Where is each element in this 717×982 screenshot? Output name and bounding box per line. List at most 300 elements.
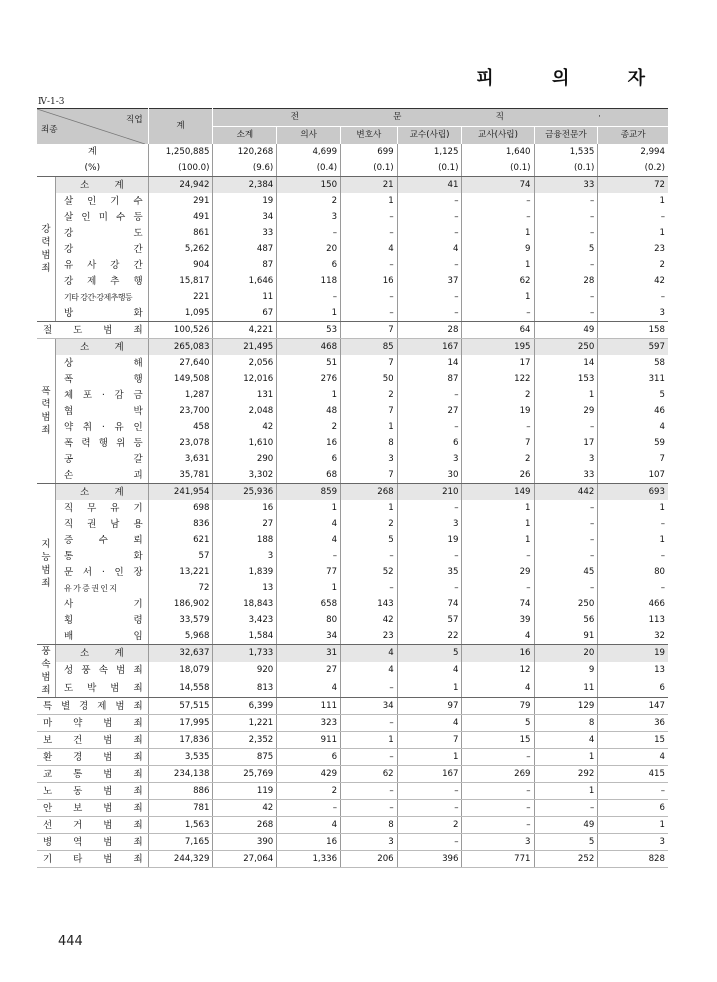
table-cell: 11: [534, 680, 598, 698]
table-header: [37, 109, 668, 145]
row-label: 횡 령: [56, 612, 149, 628]
table-row: [37, 516, 668, 532]
table-cell: (0.1): [341, 160, 398, 177]
table-cell: 50: [341, 371, 398, 387]
table-cell: 276: [277, 371, 341, 387]
table-cell: –: [534, 257, 598, 273]
table-cell: 861: [148, 225, 213, 241]
table-cell: –: [397, 548, 462, 564]
table-cell: –: [341, 715, 398, 732]
table-code: Ⅳ-1-3: [38, 97, 65, 107]
table-cell: 29: [534, 403, 598, 419]
table-cell: 51: [277, 355, 341, 371]
table-cell: 3: [534, 451, 598, 467]
row-label: 협 박: [56, 403, 149, 419]
table-cell: 8: [341, 435, 398, 451]
table-cell: –: [462, 580, 534, 596]
table-cell: 2: [462, 451, 534, 467]
table-cell: 466: [648, 598, 665, 609]
table-cell: –: [462, 209, 534, 225]
group-char: ·: [598, 112, 601, 122]
table-cell: 491: [148, 209, 213, 225]
table-cell: 4: [397, 715, 462, 732]
table-cell: 2,384: [213, 177, 277, 194]
table-cell: 442: [534, 484, 598, 501]
table-cell: 36: [598, 715, 668, 732]
table-cell: 12,016: [213, 371, 277, 387]
table-cell: 311: [648, 373, 665, 384]
table-cell: 7: [341, 403, 398, 419]
row-label: 소 계: [56, 339, 149, 356]
table-cell: 32: [598, 628, 668, 645]
table-cell: –: [397, 193, 462, 209]
table-cell: 597: [598, 339, 668, 356]
col-header: 금융전문가: [534, 127, 598, 145]
row-label: 배 임: [56, 628, 149, 645]
table-cell: 2: [341, 387, 398, 403]
table-cell: 18,843: [213, 596, 277, 612]
table-cell: (100.0): [148, 160, 213, 177]
table-cell: 16: [213, 500, 277, 516]
table-cell: –: [341, 209, 398, 225]
corner-crime-label: 죄종: [41, 125, 58, 135]
table-cell: 290: [213, 451, 277, 467]
table-cell: –: [660, 518, 665, 529]
table-cell: 33: [213, 225, 277, 241]
table-cell: 250: [534, 339, 598, 356]
table-cell: –: [660, 291, 665, 302]
table-cell: 35,781: [148, 467, 213, 484]
table-cell: 68: [277, 467, 341, 484]
row-label: 절 도 범 죄: [37, 322, 148, 339]
table-cell: (9.6): [213, 160, 277, 177]
table-cell: 52: [341, 564, 398, 580]
table-cell: 2: [462, 387, 534, 403]
table-cell: 23: [654, 243, 665, 254]
table-cell: 4: [598, 749, 668, 766]
row-label: 약 취 · 유 인: [56, 419, 149, 435]
table-cell: 1,250,885: [148, 144, 213, 160]
table-cell: 122: [462, 371, 534, 387]
table-cell: 167: [397, 339, 462, 356]
table-row: [37, 403, 668, 419]
table-cell: 268: [213, 817, 277, 834]
table-cell: 18,079: [148, 662, 213, 679]
table-cell: 1,221: [213, 715, 277, 732]
table-row: [37, 371, 668, 387]
table-cell: 4: [341, 662, 398, 679]
table-cell: 1: [341, 193, 398, 209]
table-cell: 4: [462, 680, 534, 698]
table-cell: 2: [341, 516, 398, 532]
row-label: 병 역 범 죄: [37, 834, 148, 851]
table-cell: 129: [534, 698, 598, 715]
table-cell: 4: [397, 662, 462, 679]
table-cell: –: [397, 783, 462, 800]
table-cell: 31: [277, 645, 341, 663]
table-cell: 80: [654, 566, 665, 577]
page-heading: 피 의 자: [476, 68, 671, 89]
table-cell: 25,936: [213, 484, 277, 501]
table-cell: 206: [341, 851, 398, 868]
table-cell: –: [534, 580, 598, 596]
table-cell: 8: [534, 715, 598, 732]
table-row: [37, 800, 668, 817]
table-cell: 32,637: [148, 645, 213, 663]
table-cell: 48: [277, 403, 341, 419]
table-cell: 859: [277, 484, 341, 501]
table-cell: 7: [341, 355, 398, 371]
table-cell: 16: [341, 273, 398, 289]
table-cell: 5: [659, 389, 665, 400]
row-label: 노 동 범 죄: [37, 783, 148, 800]
table-cell: 4: [277, 817, 341, 834]
table-cell: 91: [534, 628, 598, 645]
row-label: 성 풍 속 범 죄: [56, 662, 149, 679]
table-cell: 1: [659, 534, 665, 545]
row-label: 소 계: [56, 645, 149, 663]
table-cell: 74: [397, 596, 462, 612]
row-label: 소 계: [56, 177, 149, 194]
table-cell: 1: [277, 305, 341, 322]
table-cell: –: [397, 419, 462, 435]
table-row: [37, 548, 668, 564]
table-cell: 15: [462, 732, 534, 749]
header-total: 계: [148, 109, 213, 145]
table-cell: 5,262: [148, 241, 213, 257]
col-header: 종교가: [598, 127, 668, 145]
table-cell: 16: [277, 834, 341, 851]
row-label: 도 박 범 죄: [56, 680, 149, 698]
table-row: [37, 339, 668, 356]
table-cell: 836: [148, 516, 213, 532]
table-row: [37, 177, 668, 194]
table-cell: 7,165: [148, 834, 213, 851]
table-cell: 2,352: [213, 732, 277, 749]
row-label: 폭 행: [56, 371, 149, 387]
table-cell: 1,336: [277, 851, 341, 868]
table-cell: 468: [277, 339, 341, 356]
table-cell: 27: [213, 516, 277, 532]
table-cell: –: [341, 749, 398, 766]
group-label-morals: 풍속범죄: [37, 645, 56, 698]
table-cell: 4: [397, 241, 462, 257]
table-cell: 131: [213, 387, 277, 403]
table-cell: 17: [462, 355, 534, 371]
table-cell: 120,268: [213, 144, 277, 160]
row-label: 마 약 범 죄: [37, 715, 148, 732]
table-cell: 221: [148, 289, 213, 305]
table-cell: 3: [397, 516, 462, 532]
row-label: 폭 력 행 위 등: [56, 435, 149, 451]
table-cell: 3,423: [213, 612, 277, 628]
table-cell: 698: [148, 500, 213, 516]
row-label: 기 타 범 죄: [37, 851, 148, 868]
table-cell: 1: [534, 783, 598, 800]
table-cell: 1: [462, 289, 534, 305]
table-cell: 19: [397, 532, 462, 548]
table-cell: 5: [397, 645, 462, 663]
table-cell: 113: [648, 614, 665, 625]
table-cell: 4: [659, 421, 665, 432]
table-cell: 621: [148, 532, 213, 548]
table-cell: 35: [397, 564, 462, 580]
table-cell: (0.1): [534, 160, 598, 177]
group-label-violent: 강력범죄: [37, 177, 56, 322]
table-row: [37, 580, 668, 596]
row-label: 손 괴: [56, 467, 149, 484]
table-cell: 9: [534, 662, 598, 679]
table-cell: 17: [534, 435, 598, 451]
table-cell: 1: [341, 500, 398, 516]
table-cell: 17,836: [148, 732, 213, 749]
table-cell: –: [341, 580, 398, 596]
table-cell: 27: [397, 403, 462, 419]
table-cell: –: [534, 500, 598, 516]
table-cell: 415: [598, 766, 668, 783]
table-cell: –: [462, 305, 534, 322]
table-cell: –: [397, 209, 462, 225]
table-cell: 33: [534, 177, 598, 194]
table-row: [37, 612, 668, 628]
offender-occupation-table: [37, 108, 668, 868]
table-cell: 6,399: [213, 698, 277, 715]
table-cell: –: [277, 289, 341, 305]
table-row: [37, 419, 668, 435]
table-cell: 15,817: [148, 273, 213, 289]
table-row: [37, 500, 668, 516]
header-corner: [37, 109, 148, 145]
table-cell: 2,056: [213, 355, 277, 371]
table-cell: 42: [213, 419, 277, 435]
table-cell: 17,995: [148, 715, 213, 732]
table-cell: 30: [397, 467, 462, 484]
table-row: [37, 645, 668, 663]
table-cell: 149: [462, 484, 534, 501]
table-cell: 100,526: [148, 322, 213, 339]
col-header: 소계: [213, 127, 277, 145]
table-row: [37, 435, 668, 451]
table-cell: 1: [462, 516, 534, 532]
table-cell: 57: [148, 548, 213, 564]
table-cell: 6: [397, 435, 462, 451]
table-cell: 24,942: [148, 177, 213, 194]
table-cell: 62: [341, 766, 398, 783]
group-char: 문: [393, 112, 402, 122]
table-cell: 42: [341, 612, 398, 628]
table-row: [37, 834, 668, 851]
table-cell: 72: [598, 177, 668, 194]
row-label: 환 경 범 죄: [37, 749, 148, 766]
table-cell: 1: [341, 732, 398, 749]
table-cell: 150: [277, 177, 341, 194]
table-cell: 186,902: [148, 596, 213, 612]
table-row: [37, 532, 668, 548]
table-cell: 241,954: [148, 484, 213, 501]
table-row: [37, 322, 668, 339]
table-cell: 19: [462, 403, 534, 419]
table-cell: 14: [534, 355, 598, 371]
row-label: 증 수 뢰: [56, 532, 149, 548]
table-cell: –: [341, 225, 398, 241]
table-cell: 265,083: [148, 339, 213, 356]
table-cell: 1: [462, 500, 534, 516]
table-cell: 57,515: [148, 698, 213, 715]
table-row: [37, 766, 668, 783]
table-cell: 6: [277, 257, 341, 273]
table-cell: 5: [462, 715, 534, 732]
table-cell: 4: [341, 241, 398, 257]
table-cell: –: [397, 580, 462, 596]
table-cell: 87: [397, 371, 462, 387]
table-cell: 4: [277, 532, 341, 548]
row-label: 특 별 경 제 범 죄: [37, 698, 148, 715]
table-cell: –: [660, 550, 665, 561]
table-cell: 268: [341, 484, 398, 501]
row-label: 체 포 · 감 금: [56, 387, 149, 403]
table-cell: 53: [277, 322, 341, 339]
table-cell: –: [534, 516, 598, 532]
table-cell: 1: [659, 502, 665, 513]
col-header: 교수(사립): [397, 127, 462, 145]
table-cell: –: [462, 419, 534, 435]
table-cell: 3,302: [213, 467, 277, 484]
row-label: 유 사 강 간: [56, 257, 149, 273]
table-row: [37, 662, 668, 679]
table-row: [37, 193, 668, 209]
table-cell: 59: [654, 437, 665, 448]
table-row: [37, 355, 668, 371]
table-cell: 3,631: [148, 451, 213, 467]
table-cell: 7: [397, 732, 462, 749]
table-cell: –: [462, 783, 534, 800]
table-cell: 292: [534, 766, 598, 783]
table-cell: –: [660, 582, 665, 593]
row-label: 상 해: [56, 355, 149, 371]
table-cell: 886: [148, 783, 213, 800]
table-cell: –: [462, 749, 534, 766]
table-cell: 244,329: [148, 851, 213, 868]
group-char: 전: [290, 112, 299, 122]
table-cell: 1: [598, 817, 668, 834]
table-row: [37, 817, 668, 834]
table-cell: (0.1): [397, 160, 462, 177]
table-cell: –: [341, 783, 398, 800]
table-cell: 3: [397, 451, 462, 467]
table-cell: 4: [462, 628, 534, 645]
table-cell: –: [462, 817, 534, 834]
group-char: 직: [495, 112, 504, 122]
table-cell: 33: [534, 467, 598, 484]
table-cell: –: [462, 193, 534, 209]
table-cell: 19: [213, 193, 277, 209]
table-cell: 5,968: [148, 628, 213, 645]
table-cell: 153: [534, 371, 598, 387]
table-row: [37, 596, 668, 612]
table-cell: 7: [341, 467, 398, 484]
table-cell: 1: [397, 680, 462, 698]
table-cell: –: [534, 548, 598, 564]
table-row: [37, 257, 668, 273]
table-cell: 13: [213, 580, 277, 596]
table-cell: 3: [341, 834, 398, 851]
table-cell: 143: [341, 596, 398, 612]
table-cell: 158: [598, 322, 668, 339]
table-cell: 3,535: [148, 749, 213, 766]
table-cell: 1,095: [148, 305, 213, 322]
table-cell: 72: [148, 580, 213, 596]
table-cell: 107: [598, 467, 668, 484]
table-cell: –: [341, 548, 398, 564]
row-label: 보 건 범 죄: [37, 732, 148, 749]
table-cell: 1,535: [534, 144, 598, 160]
table-cell: 1: [341, 419, 398, 435]
table-cell: 1,839: [213, 564, 277, 580]
table-row: [37, 732, 668, 749]
table-cell: 2,048: [213, 403, 277, 419]
row-label: 방 화: [56, 305, 149, 322]
table-cell: 28: [534, 273, 598, 289]
table-row: [37, 783, 668, 800]
table-cell: –: [397, 387, 462, 403]
table-cell: –: [534, 225, 598, 241]
table-cell: 13: [654, 665, 665, 676]
table-cell: 27,640: [148, 355, 213, 371]
table-cell: –: [534, 209, 598, 225]
table-cell: 813: [213, 680, 277, 698]
table-cell: –: [534, 800, 598, 817]
table-cell: 42: [213, 800, 277, 817]
table-cell: 4: [534, 732, 598, 749]
table-cell: 3: [462, 834, 534, 851]
table-cell: 4: [277, 680, 341, 698]
table-cell: 7: [659, 453, 665, 464]
row-label: 강 간: [56, 241, 149, 257]
table-body: [37, 144, 668, 868]
table-row: [37, 225, 668, 241]
table-cell: 1: [277, 580, 341, 596]
row-label: 공 갈: [56, 451, 149, 467]
table-cell: 1,646: [213, 273, 277, 289]
table-cell: 487: [213, 241, 277, 257]
table-cell: –: [397, 500, 462, 516]
table-cell: 6: [277, 451, 341, 467]
table-row: [37, 484, 668, 501]
row-label: 유 가 증 권 인 지: [56, 580, 149, 596]
table-cell: 1,640: [462, 144, 534, 160]
table-cell: –: [462, 800, 534, 817]
table-cell: 904: [148, 257, 213, 273]
table-cell: 27,064: [213, 851, 277, 868]
row-label: 살 인 미 수 등: [56, 209, 149, 225]
table-cell: 1,125: [397, 144, 462, 160]
row-label: 계: [37, 144, 148, 160]
row-label: 기타 강간·강제추행등: [56, 289, 149, 305]
table-cell: 4: [277, 516, 341, 532]
table-row: [37, 160, 668, 177]
table-cell: 34: [341, 698, 398, 715]
table-cell: 771: [462, 851, 534, 868]
table-cell: 195: [462, 339, 534, 356]
table-cell: –: [397, 800, 462, 817]
table-cell: 16: [277, 435, 341, 451]
table-cell: 28: [397, 322, 462, 339]
col-header: 의사: [277, 127, 341, 145]
table-cell: 15: [598, 732, 668, 749]
table-cell: –: [534, 419, 598, 435]
header-group-professional: [213, 109, 668, 127]
table-cell: –: [397, 225, 462, 241]
